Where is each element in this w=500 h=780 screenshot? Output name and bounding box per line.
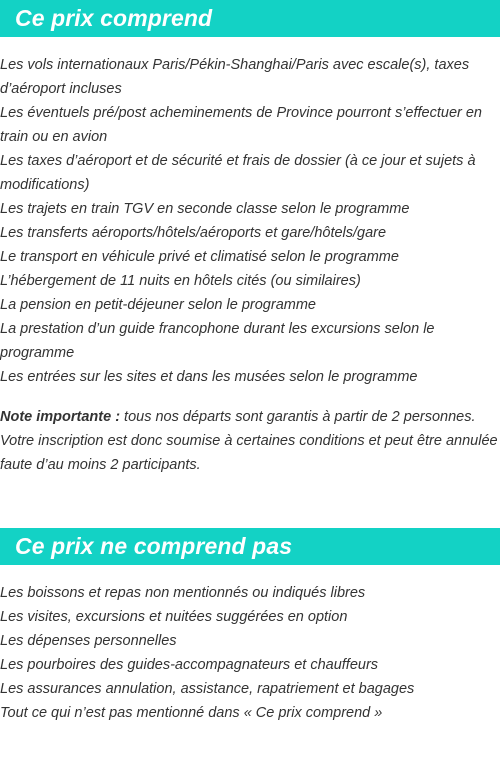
included-section-header bbox=[0, 0, 500, 37]
important-note bbox=[0, 405, 500, 477]
list-item: Le transport en véhicule privé et climatisé selon le programme bbox=[0, 249, 399, 265]
list-item: Les vols internationaux Paris/Pékin-Shanghai/Paris avec escale(s), taxes d’aéroport incluses bbox=[0, 57, 470, 97]
important-note-label: Note importante : bbox=[0, 409, 121, 425]
list-item: Les trajets en train TGV en seconde classe selon le programme bbox=[0, 201, 410, 217]
list-item: Les dépenses personnelles bbox=[0, 633, 177, 649]
list-item: Tout ce qui n’est pas mentionné dans « Ce prix comprend » bbox=[0, 705, 383, 721]
included-list bbox=[0, 53, 500, 389]
excluded-list bbox=[0, 581, 500, 725]
list-item: Les entrées sur les sites et dans les musées selon le programme bbox=[0, 369, 418, 385]
list-item: Les assurances annulation, assistance, rapatriement et bagages bbox=[0, 681, 415, 697]
list-item: La pension en petit-déjeuner selon le programme bbox=[0, 297, 316, 313]
list-item: Les transferts aéroports/hôtels/aéroports et gare/hôtels/gare bbox=[0, 225, 387, 241]
list-item: Les boissons et repas non mentionnés ou indiqués libres bbox=[0, 585, 366, 601]
list-item: Les visites, excursions et nuitées suggérées en option bbox=[0, 609, 348, 625]
excluded-section-title: Ce prix ne comprend pas bbox=[15, 533, 293, 559]
important-note-text: tous nos départs sont garantis à partir de 2 personnes. Votre inscription est donc soumise à certaines conditions et peut être annulée faute d’au moins 2 participants. bbox=[0, 409, 498, 473]
excluded-section-header bbox=[0, 528, 500, 565]
list-item: Les éventuels pré/post acheminements de Province pourront s’effectuer en train ou en avion bbox=[0, 105, 482, 145]
list-item: La prestation d’un guide francophone durant les excursions selon le programme bbox=[0, 321, 435, 361]
list-item: Les taxes d’aéroport et de sécurité et frais de dossier (à ce jour et sujets à modifications) bbox=[0, 153, 476, 193]
list-item: L’hébergement de 11 nuits en hôtels cités (ou similaires) bbox=[0, 273, 361, 289]
list-item: Les pourboires des guides-accompagnateurs et chauffeurs bbox=[0, 657, 379, 673]
included-section-title: Ce prix comprend bbox=[15, 5, 213, 31]
